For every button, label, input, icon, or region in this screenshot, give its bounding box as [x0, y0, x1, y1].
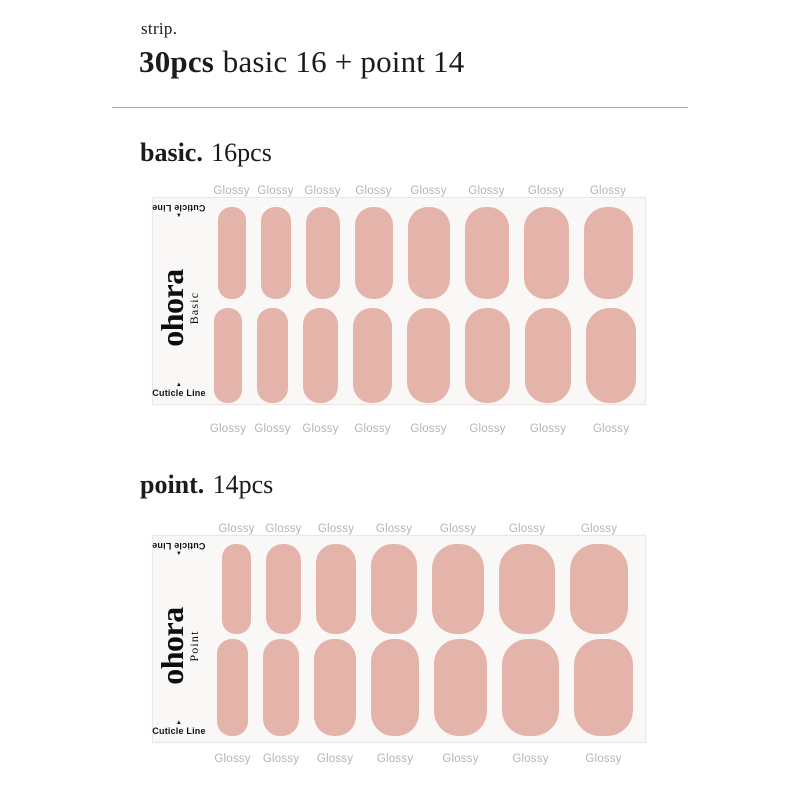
finish-label: Glossy	[527, 185, 565, 197]
finish-label: Glossy	[580, 523, 618, 535]
finish-label: Glossy	[589, 185, 627, 197]
basic-panel	[152, 197, 646, 405]
finish-label: Glossy	[355, 185, 392, 197]
ohora-logo-text: ohora	[154, 607, 190, 685]
nail-strip	[432, 544, 484, 634]
basic-nail-grid	[205, 198, 645, 404]
nail-strip	[434, 639, 487, 736]
nail-strip	[217, 639, 248, 736]
basic-section	[140, 138, 670, 435]
finish-label: Glossy	[376, 753, 414, 765]
nail-strip	[499, 544, 555, 634]
arrow-down-icon: ▼	[175, 551, 183, 557]
nail-strip	[266, 544, 301, 634]
point-nail-sheet	[152, 519, 646, 765]
divider-line	[112, 107, 688, 108]
nail-strip	[214, 308, 242, 403]
point-section-heading	[140, 470, 670, 500]
nail-strip	[407, 308, 450, 403]
nail-strip	[525, 308, 571, 403]
finish-label: Glossy	[265, 523, 302, 535]
finish-label: Glossy	[316, 753, 354, 765]
finish-label: Glossy	[469, 423, 506, 435]
finish-label: Glossy	[218, 523, 255, 535]
nail-strip	[524, 207, 569, 299]
nail-strip	[303, 308, 338, 403]
finish-label: Glossy	[512, 753, 549, 765]
nail-strip	[371, 544, 417, 634]
title-detail: basic 16 + point 14	[222, 44, 465, 79]
nail-strip	[371, 639, 419, 736]
basic-panel-side-labels	[153, 198, 205, 404]
nail-strip	[353, 308, 392, 403]
finish-label: Glossy	[529, 423, 567, 435]
finish-label: Glossy	[439, 523, 477, 535]
finish-label: Glossy	[592, 423, 630, 435]
variant-label: Point	[187, 630, 201, 662]
cuticle-line-text: Cuticle Line	[152, 726, 206, 736]
nail-strip	[570, 544, 628, 634]
nail-strip	[222, 544, 251, 634]
arrow-up-icon: ▲	[175, 720, 183, 726]
finish-label: Glossy	[302, 423, 339, 435]
basic-heading-name: basic.	[140, 138, 203, 167]
cuticle-line-text: Cuticle Line	[152, 203, 206, 213]
nail-strip	[261, 207, 291, 299]
ohora-logo-text: ohora	[154, 269, 190, 347]
finish-label: Glossy	[410, 185, 447, 197]
finish-label: Glossy	[354, 423, 391, 435]
nail-strip	[465, 207, 509, 299]
nail-strip	[263, 639, 299, 736]
basic-glossy-row-top	[204, 181, 646, 197]
nail-strip	[584, 207, 633, 299]
basic-section-heading	[140, 138, 670, 168]
nail-strip	[586, 308, 636, 403]
nail-strip	[316, 544, 356, 634]
point-glossy-row-bottom	[204, 749, 646, 765]
arrow-down-icon: ▼	[175, 213, 183, 219]
nail-strip	[218, 207, 246, 299]
nail-strip	[574, 639, 633, 736]
basic-nail-row-bottom	[205, 308, 645, 403]
cuticle-line-label-bottom	[153, 382, 205, 398]
page-title	[139, 45, 464, 79]
nail-strip	[306, 207, 340, 299]
point-nail-row-bottom	[205, 639, 645, 736]
nail-strip	[408, 207, 450, 299]
cuticle-line-text: Cuticle Line	[152, 541, 206, 551]
nail-strip	[314, 639, 356, 736]
finish-label: Glossy	[442, 753, 479, 765]
point-heading-name: point.	[140, 470, 205, 499]
finish-label: Glossy	[214, 753, 251, 765]
finish-label: Glossy	[257, 185, 294, 197]
nail-strip	[355, 207, 393, 299]
cuticle-line-label-top	[153, 203, 205, 219]
finish-label: Glossy	[317, 523, 355, 535]
ohora-logo	[154, 607, 201, 685]
finish-label: Glossy	[213, 185, 250, 197]
nail-strip	[502, 639, 559, 736]
cuticle-line-label-bottom	[153, 720, 205, 736]
point-heading-count: 14pcs	[212, 470, 274, 499]
finish-label: Glossy	[209, 423, 247, 435]
basic-nail-row-top	[205, 207, 645, 299]
arrow-up-icon: ▲	[175, 382, 183, 388]
point-glossy-row-top	[204, 519, 646, 535]
point-section	[140, 470, 670, 765]
finish-label: Glossy	[410, 423, 447, 435]
finish-label: Glossy	[375, 523, 413, 535]
point-panel-side-labels	[153, 536, 205, 742]
variant-label: Basic	[187, 291, 201, 325]
nail-strip	[257, 308, 288, 403]
basic-heading-count: 16pcs	[211, 138, 272, 167]
finish-label: Glossy	[585, 753, 622, 765]
basic-nail-sheet	[152, 181, 646, 435]
finish-label: Glossy	[262, 753, 300, 765]
finish-label: Glossy	[508, 523, 546, 535]
nail-strip	[465, 308, 510, 403]
cuticle-line-label-top	[153, 541, 205, 557]
finish-label: Glossy	[468, 185, 505, 197]
finish-label: Glossy	[304, 185, 341, 197]
finish-label: Glossy	[254, 423, 291, 435]
title-count: 30pcs	[139, 44, 215, 79]
point-panel	[152, 535, 646, 743]
brand-label: strip.	[141, 19, 178, 38]
point-nail-grid	[205, 536, 645, 742]
cuticle-line-text: Cuticle Line	[152, 388, 206, 398]
point-nail-row-top	[205, 544, 645, 634]
ohora-logo	[154, 269, 201, 347]
basic-glossy-row-bottom	[204, 419, 646, 435]
